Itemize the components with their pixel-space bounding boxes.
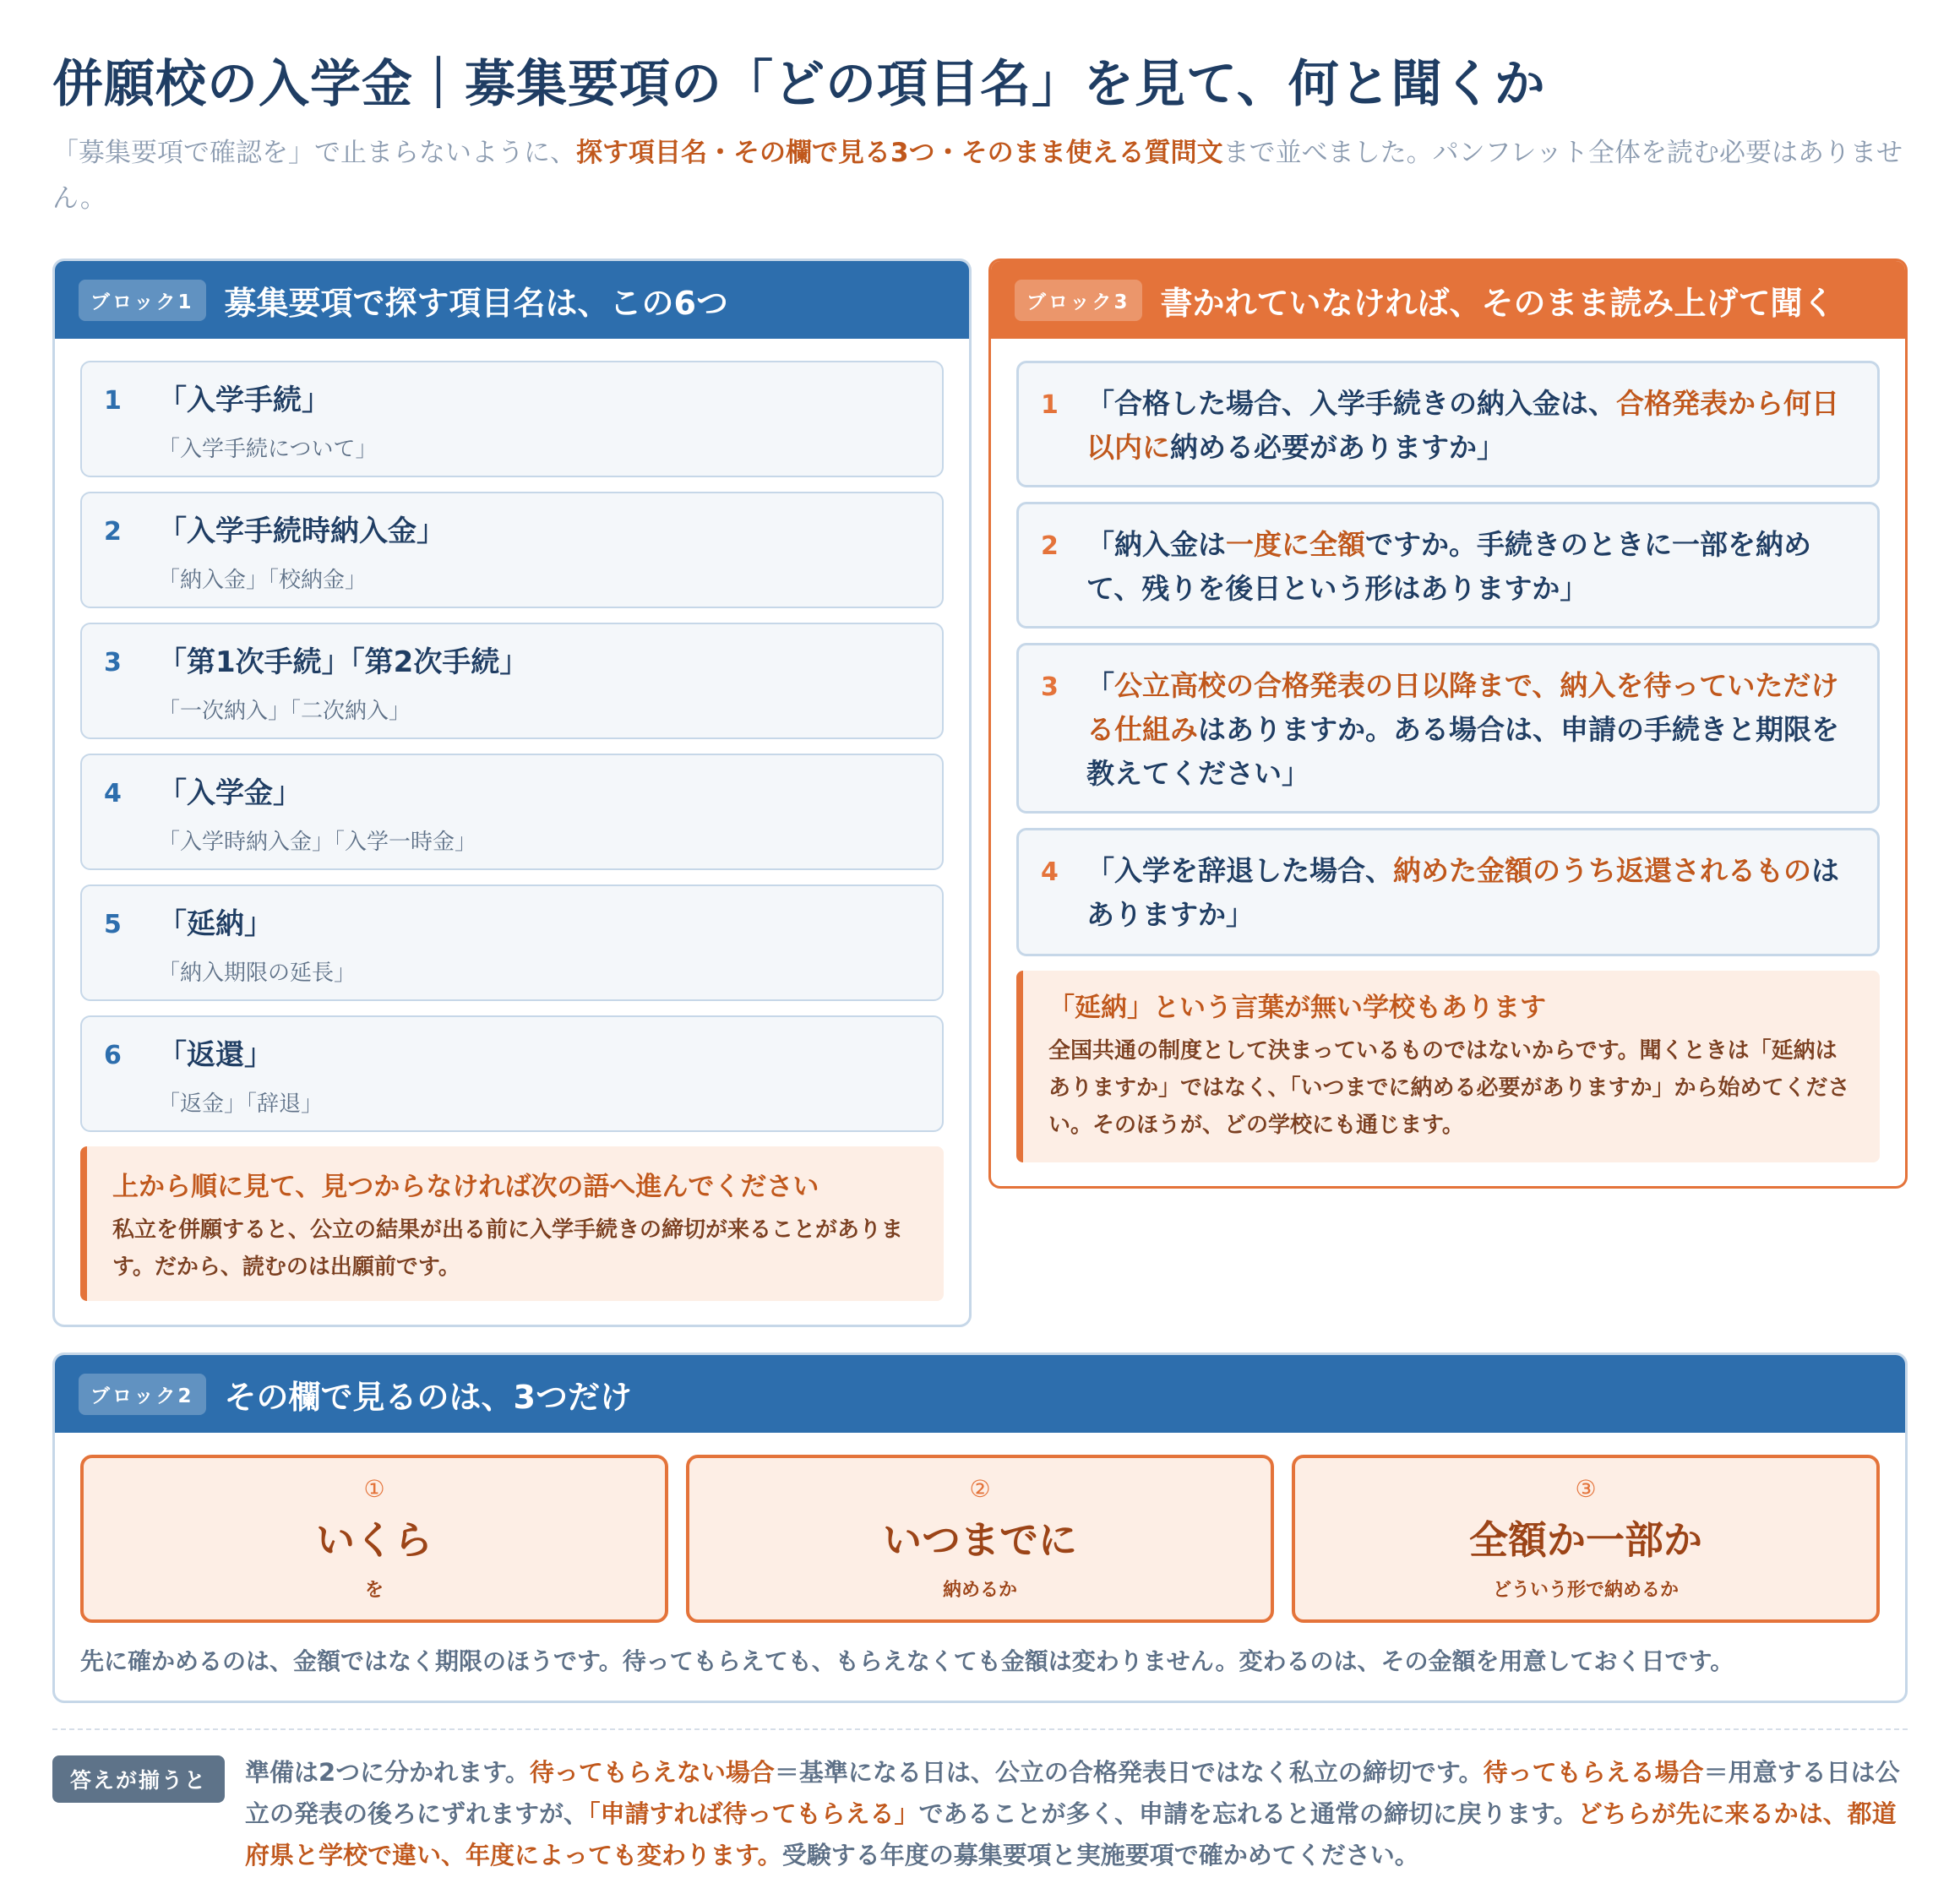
question-highlight: 一度に全額 <box>1226 528 1365 561</box>
term-item <box>80 623 944 739</box>
card-number: ② <box>969 1475 991 1503</box>
answer-text <box>245 1752 1908 1876</box>
note-title: 上から順に見て、見つからなければ次の語へ進んでください <box>112 1172 819 1202</box>
divider <box>52 1728 1908 1730</box>
term-item <box>80 361 944 477</box>
question-item <box>1016 502 1880 629</box>
block-2-title: その欄で見るのは、3つだけ <box>224 1378 632 1416</box>
question-text <box>1086 664 1855 796</box>
question-number: 1 <box>1041 390 1059 420</box>
card-sub: 納めるか <box>942 1580 1017 1601</box>
check-card <box>686 1455 1274 1623</box>
term-number: 1 <box>104 386 122 416</box>
answer-highlight: 待ってもらえない場合 <box>529 1758 775 1787</box>
question-text <box>1086 382 1855 470</box>
block-3-title: 書かれていなければ、そのまま読み上げて聞く <box>1160 284 1835 322</box>
question-part: ですか。手続きのときに一部を納めて、残りを後日という形はありますか」 <box>1086 528 1811 605</box>
subtitle-part: まで並べました。パンフレット全体を読む必要はありません。 <box>52 138 1903 214</box>
question-highlight: 合格発表から何日以内に <box>1086 387 1839 464</box>
card-number: ③ <box>1575 1475 1597 1503</box>
block-3-body <box>991 339 1905 1186</box>
block-2 <box>52 1352 1908 1703</box>
block-2-note: 先に確かめるのは、金額ではなく期限のほうです。待ってもらえても、もらえなくても金額は変わりません。変わるのは、その金額を用意しておく日です。 <box>80 1647 1734 1675</box>
question-item <box>1016 643 1880 814</box>
block-2-tag: ブロック2 <box>79 1374 206 1415</box>
block-3 <box>988 259 1908 1189</box>
term-item <box>80 754 944 870</box>
question-text <box>1086 849 1855 939</box>
question-item <box>1016 828 1880 956</box>
answer-part: ＝基準になる日は、公立の合格発表日ではなく私立の締切です。 <box>774 1758 1484 1787</box>
note-text: 私立を併願すると、公立の結果が出る前に入学手続きの締切が来ることがあります。だから、読むのは出願前です。 <box>112 1217 904 1280</box>
answer-highlight: 待ってもらえる場合 <box>1483 1758 1704 1787</box>
question-part: 納める必要がありますか」 <box>1170 431 1505 464</box>
check-card <box>1292 1455 1880 1623</box>
term-alias: 「納入期限の延長」 <box>158 961 357 986</box>
answer-summary <box>52 1752 1908 1876</box>
top-row <box>52 259 1908 1327</box>
page-title: 併願校の入学金｜募集要項の「どの項目名」を見て、何と聞くか <box>52 55 1546 114</box>
term-number: 4 <box>104 779 122 808</box>
term-number: 5 <box>104 910 122 939</box>
block-2-body <box>55 1433 1905 1701</box>
check-cards <box>80 1455 1880 1623</box>
question-part: はありますか」 <box>1086 854 1839 931</box>
card-main: 全額か一部か <box>1469 1517 1702 1563</box>
answer-part: であることが多く、申請を忘れると通常の締切に戻ります。 <box>918 1799 1578 1828</box>
card-sub: を <box>364 1580 384 1601</box>
block-1-note <box>80 1146 944 1301</box>
term-item <box>80 1015 944 1132</box>
question-part: はありますか。ある場合は、申請の手続きと期限を教えてください」 <box>1086 713 1839 790</box>
note-text: 全国共通の制度として決まっているものではないからです。聞くときは「延納はありますか」ではなく、「いつまでに納める必要がありますか」から始めてください。そのほうが、どの学校にも通じます。 <box>1048 1038 1850 1138</box>
term-main: 「入学手続」 <box>158 384 330 417</box>
block-1-title: 募集要項で探す項目名は、この6つ <box>224 284 728 322</box>
card-number: ① <box>363 1475 385 1503</box>
block-1 <box>52 259 972 1327</box>
term-item <box>80 884 944 1001</box>
term-main: 「延納」 <box>158 907 273 941</box>
answer-part: 受験する年度の募集要項と実施要項で確かめてください。 <box>781 1841 1419 1870</box>
term-alias: 「入学手続について」 <box>158 437 378 462</box>
term-alias: 「入学時納入金」「入学一時金」 <box>158 830 477 855</box>
term-alias: 「一次納入」「二次納入」 <box>158 699 411 724</box>
question-number: 2 <box>1041 531 1059 561</box>
note-title: 「延納」という言葉が無い学校もあります <box>1048 993 1546 1023</box>
answer-tag: 答えが揃うと <box>52 1755 225 1803</box>
answer-part: 準備は2つに分かれます。 <box>245 1758 530 1787</box>
question-item <box>1016 361 1880 487</box>
question-text <box>1086 523 1855 611</box>
answer-highlight: 「申請すれば待ってもらえる」 <box>588 1799 919 1828</box>
question-part: 「合格した場合、入学手続きの納入金は、 <box>1086 387 1616 420</box>
card-sub: どういう形で納めるか <box>1492 1580 1679 1601</box>
block-3-tag: ブロック3 <box>1015 280 1142 321</box>
term-main: 「返還」 <box>158 1038 273 1072</box>
card-main: いつまでに <box>883 1517 1077 1563</box>
question-part: 「納入金は <box>1086 528 1226 561</box>
subtitle-highlight: 探す項目名・その欄で見る3つ・そのまま使える質問文 <box>576 138 1223 168</box>
question-number: 3 <box>1041 672 1059 702</box>
block-3-note <box>1016 971 1880 1162</box>
question-highlight: 納めた金額のうち返還されるもの <box>1393 854 1811 887</box>
subtitle-part: 「募集要項で確認を」で止まらないように、 <box>52 138 576 168</box>
question-highlight: 公立高校の合格発表の日以降まで、納入を待っていただける仕組み <box>1086 669 1839 746</box>
block-1-body <box>55 339 969 1325</box>
page-subtitle <box>52 130 1911 221</box>
block-3-header <box>991 261 1905 339</box>
block-2-header <box>55 1355 1905 1433</box>
term-main: 「入学手続時納入金」 <box>158 514 445 548</box>
term-main: 「第1次手続」「第2次手続」 <box>158 645 529 679</box>
answer-highlight: どちらが先に来るかは、都道府県と学校で違い、年度によっても変わります。 <box>245 1799 1897 1870</box>
term-number: 3 <box>104 648 122 678</box>
check-card <box>80 1455 668 1623</box>
term-number: 6 <box>104 1041 122 1070</box>
term-item <box>80 492 944 608</box>
question-number: 4 <box>1041 857 1059 887</box>
term-main: 「入学金」 <box>158 776 302 810</box>
card-main: いくら <box>316 1517 433 1563</box>
term-number: 2 <box>104 517 122 547</box>
question-part: 「入学を辞退した場合、 <box>1086 854 1393 887</box>
block-1-header <box>55 261 969 339</box>
answer-part: ＝用意する日は公立の発表の後ろにずれますが、 <box>245 1758 1900 1828</box>
question-part: 「 <box>1086 669 1114 702</box>
term-alias: 「返金」「辞退」 <box>158 1091 324 1117</box>
term-alias: 「納入金」「校納金」 <box>158 568 368 593</box>
block-1-tag: ブロック1 <box>79 280 206 321</box>
